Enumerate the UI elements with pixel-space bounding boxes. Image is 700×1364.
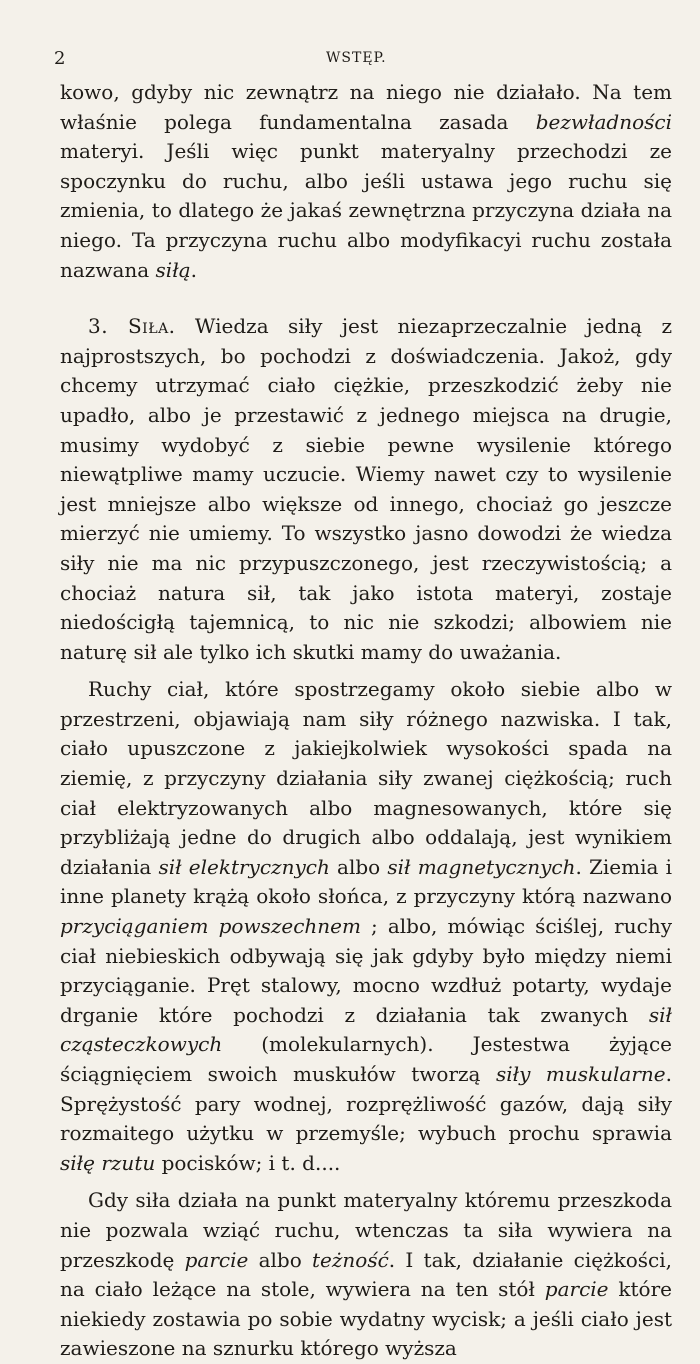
paragraph-gap: [60, 667, 672, 675]
paragraph-1-text-b: materyi. Jeśli więc punkt materyalny przechodzi ze spoczynku do ruchu, albo jeśli ustawa jego ruchu się zmienia, to dlatego że jakaś zewnętrzna przyczyna działa na niego. Ta przyczyna ruchu albo modyfikacyi ruchu została nazwana: [60, 139, 672, 282]
paragraph-3-text-a: Ruchy ciał, które spostrzegamy około siebie albo w przestrzeni, objawiają nam siły różnego nazwiska. I tak, ciało upuszczone z jakiejkolwiek wysokości spada na ziemię, z przyczyny działania siły zwanej ciężkością; ruch ciał elektryzowanych albo magnesowanych, które się przybliżają jedne do drugich albo oddalają, jest wynikiem działania: [60, 677, 672, 879]
paragraph-2-text: Wiedza siły jest niezaprzeczalnie jedną z najprostszych, bo pochodzi z doświadczenia. Jakoż, gdy chcemy utrzymać ciało ciężkie, przeszkodzić żeby nie upadło, albo je przestawić z jednego miejsca na drugie, musimy wydobyć z siebie pewne wysilenie którego niewątpliwe mamy uczucie. Wiemy nawet czy to wysilenie jest mniejsze albo większe od innego, chociaż go jeszcze mierzyć nie umiemy. To wszystko jasno dowodzi że wiedza siły nie ma nic przypuszczonego, jest rzeczywistością; a chociaż natura sił, tak jako istota materyi, zostaje niedościgłą tajemnicą, to nic nie szkodzi; albowiem nie naturę sił ale tylko ich skutki mamy do uważania.: [60, 314, 672, 664]
paragraph-3-italic-2: sił magnetycznych: [387, 854, 576, 879]
paragraph-3-italic-4: sił cząsteczkowych: [60, 1002, 672, 1057]
paragraph-3-text-c: . Ziemia i inne planety krążą około słońca, z przyczyny którą nazwano: [60, 854, 672, 909]
paragraph-3-text-g: pocisków; i t. d....: [155, 1150, 341, 1175]
paragraph-3-text-e: (molekularnych). Jestestwa żyjące ściągnięciem swoich muskułów tworzą: [60, 1032, 672, 1086]
page-content: [60, 78, 672, 1364]
paragraph-3-italic-3: przyciąganiem powszechnem: [60, 914, 361, 939]
paragraph-3-italic-1: sił elektrycznych: [158, 854, 330, 879]
paragraph-3-text-b: albo: [329, 854, 388, 879]
section-gap: [60, 285, 672, 312]
running-head: WSTĘP.: [326, 50, 387, 66]
paragraph-3-italic-5: siły muskularne: [495, 1062, 666, 1086]
paragraph-3: [60, 675, 672, 1178]
page-number: 2: [54, 48, 66, 69]
paragraph-4-text-d: które niekiedy zostawia po sobie wydatny wycisk; a jeśli ciało jest zawieszone na sznurku którego wyższa: [60, 1277, 672, 1361]
paragraph-2: [60, 312, 672, 667]
paragraph-1-text-c: .: [190, 257, 197, 282]
section-label: 3. Siła.: [88, 314, 176, 339]
paragraph-1-italic-1: bezwładności: [535, 109, 672, 134]
paragraph-1-italic-2: siłą: [155, 257, 191, 282]
paragraph-4-italic-2: teżność: [311, 1247, 389, 1272]
paragraph-3-text-f: . Sprężystość pary wodnej, rozprężliwość gazów, dają siły rozmaitego użytku w przemyśle; wybuch prochu sprawia: [60, 1062, 672, 1146]
paragraph-4: [60, 1186, 672, 1364]
paragraph-4-text-b: albo: [248, 1247, 312, 1272]
page-header: [48, 40, 660, 68]
paragraph-4-italic-3: parcie: [544, 1277, 609, 1302]
paragraph-gap-2: [60, 1178, 672, 1186]
paragraph-4-italic-1: parcie: [184, 1247, 249, 1272]
paragraph-4-text-c: . I tak, działanie ciężkości, na ciało leżące na stole, wywiera na ten stół: [60, 1247, 672, 1302]
paragraph-3-text-d: ; albo, mówiąc ściślej, ruchy ciał niebieskich odbywają się jak gdyby było między niemi przyciąganie. Pręt stalowy, mocno wzdłuż potarty, wydaje drganie które pochodzi z działania tak zwanych: [60, 914, 672, 1027]
paragraph-3-italic-6: siłę rzutu: [60, 1150, 156, 1175]
paragraph-4-text-a: Gdy siła działa na punkt materyalny któremu przeszkoda nie pozwala wziąć ruchu, wtenczas ta siła wywiera na przeszkodę: [60, 1188, 672, 1272]
paragraph-1-text-a: kowo, gdyby nic zewnątrz na niego nie działało. Na tem właśnie polega fundamentalna zasada: [60, 80, 672, 134]
paragraph-1: [60, 78, 672, 285]
